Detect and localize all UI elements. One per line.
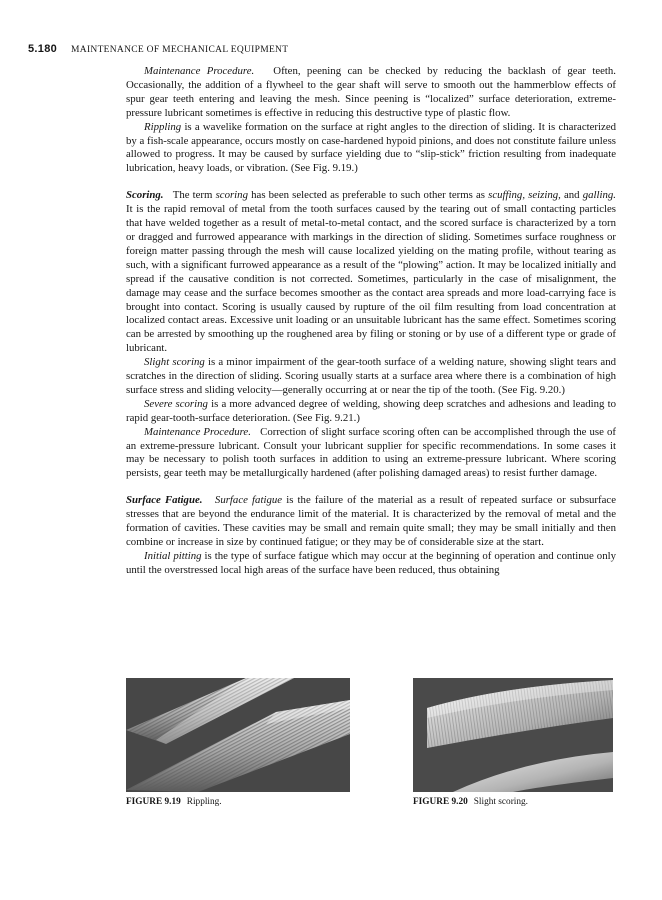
section-heading-surface-fatigue: Surface Fatigue. [126,494,203,507]
term-surface-fatigue: Surface fatigue [214,494,283,507]
figure-9-19-caption [126,797,222,807]
term-galling: galling. [582,189,617,202]
term-initial-pitting: Initial pitting [144,549,202,562]
text-run: and [563,189,580,202]
term-scoring: scoring [215,189,248,202]
section-heading-scoring: Scoring. [126,189,164,202]
paragraph-text: is a wavelike formation on the surface at right angles to the direction of sliding. It is characterized by a fish-scale appearance, occurs mostly on case-hardened hypoid pinions, and does not constitute failure unless allowed to progress. It may be caused by surface yielding due to “slip-stick” friction resulting from inadequate lubrication, heavy loads, or vibration. (See Fig. 9.19.) [126,120,617,175]
running-title: MAINTENANCE OF MECHANICAL EQUIPMENT [71,45,289,55]
slight-scoring-gear-teeth-image [413,678,613,792]
paragraph-initial-pitting [126,550,616,578]
body-text [126,65,616,578]
page-number: 5.180 [28,43,58,55]
paragraph-maintenance-scoring [126,426,616,482]
run-in-label: Maintenance Procedure. [144,65,255,77]
paragraph-text: is a minor impairment of the gear-tooth surface of a welding nature, showing slight tears and scratches in the direction of sliding. Scoring usually starts at a surface area where there is a combination of high surface stress and sliding velocity—generally occurring at or near the tip of the tooth. (See Fig. 9.20.) [126,356,616,396]
text-run: has been selected as preferable to such other terms as [251,189,485,202]
paragraph-maintenance-peening [126,65,616,121]
figure-9-20-photo [413,678,613,792]
paragraph-scoring [126,189,616,356]
text-run: It is the rapid removal of metal from the tooth surfaces caused by the tearing out of small contacting particles that have welded together as a result of metal-to-metal contact, and the scored surface is characterized by a torn or dragged and furrowed appearance with markings in the direction of sliding. Sometimes surface roughness or foreign matter passing through the mesh will cause localized yielding on the mating profile, without tearing as such, with a significant furrowed appearance as a result of the “plowing” action. It may be localized initially and spread if the causative condition is not corrected. Sometimes, particularly in the case of misalignment, the damage may cease and the surface becomes smoother as the contact area spreads and more load-carrying face is brought into contact. Scoring is usually caused by rupture of the oil film resulting from load concentration at localized contact areas. Excessive unit loading or an unsuitable lubricant has the same effect. Sometimes scoring can be arrested by smoothing up the roughened area by filing or stoning or by use of a different type or grade of lubricant. [126,203,616,355]
text-run: The term [172,189,213,202]
paragraph-text: is the failure of the material as a result of repeated surface or subsurface stresses that are beyond the endurance limit of the material. It is characterized by the removal of metal and the formation of cavities. These cavities may be small and remain quite small; they may be small initially and then combine or increase in size by continued fatigue; or they may be of considerable size at the start. [126,494,616,548]
figure-9-19-photo [126,678,350,792]
paragraph-rippling [126,121,616,177]
paragraph-text: is a more advanced degree of welding, showing deep scratches and adhesions and leading to rapid gear-tooth-surface deterioration. (See Fig. 9.21.) [126,397,616,424]
run-in-label: Maintenance Procedure. [144,425,251,438]
paragraph-text: Correction of slight surface scoring often can be accomplished through the use of an extreme-pressure lubricant. Consult your lubricant supplier for specific recommendations. In some cases it may be necessary to polish tooth surfaces in addition to using an extreme-pressure lubricant. Where scoring persists, gear teeth may be metallurgically hardened (after polishing damaged areas) to resist further damage. [126,425,616,480]
paragraph-severe-scoring [126,398,616,426]
figure-label: FIGURE 9.20 [413,797,468,807]
running-header [28,43,288,55]
paragraph-surface-fatigue [126,494,616,550]
term-scuffing-seizing: scuffing, seizing, [488,189,561,202]
figure-9-20-caption [413,797,528,807]
term-severe-scoring: Severe scoring [144,397,208,410]
rippling-gear-teeth-image [126,678,350,792]
paragraph-text: Often, peening can be checked by reducing the backlash of gear teeth. Occasionally, the addition of a flywheel to the gear shaft will serve to smooth out the hammerblow effects of spur gear teeth entering and leaving the mesh. Since peening is “localized” surface deterioration, extreme-pressure lubricant sometimes is effective in reducing this destructive type of plastic flow. [126,65,616,119]
figure-caption-text: Rippling. [186,797,222,807]
paragraph-slight-scoring [126,356,616,398]
term-rippling: Rippling [144,120,182,133]
term-slight-scoring: Slight scoring [144,356,205,369]
paragraph-text: is the type of surface fatigue which may occur at the beginning of operation and continue only until the overstressed local high areas of the surface have been reduced, thus obtaining [126,549,616,576]
figure-label: FIGURE 9.19 [126,797,181,807]
figure-caption-text: Slight scoring. [473,797,528,807]
